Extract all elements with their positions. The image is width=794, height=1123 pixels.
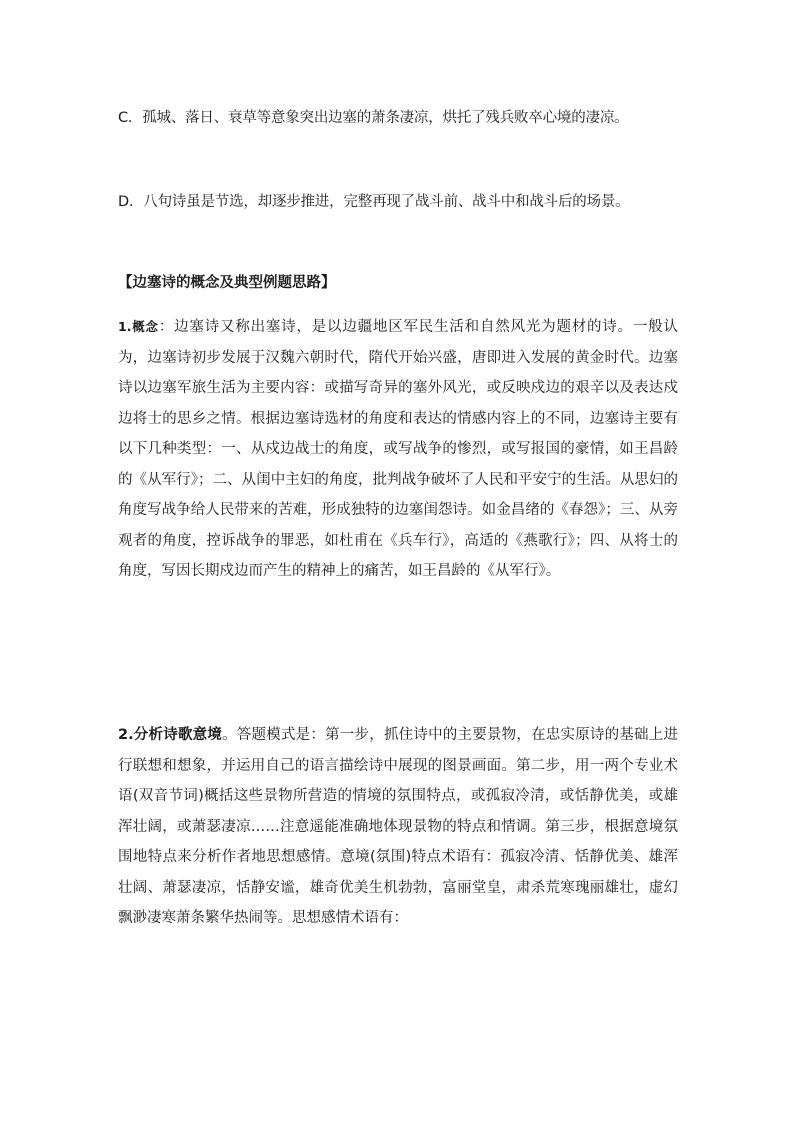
paragraph-concept: [118, 312, 678, 587]
paragraph-analysis: [118, 720, 678, 934]
paragraph-analysis-text: 。答题模式是：第一步，抓住诗中的主要景物，在忠实原诗的基础上进行联想和想象，并运用自己的语言描绘诗中展现的图景画面。第二步，用一两个专业术语(双音节词)概括这些景物所营造的情境的氛围特点，或孤寂冷清，或恬静优美，或雄浑壮阔，或萧瑟凄凉……注意遥能准确地体现景物的特点和情调。第三步，根据意境氛围地特点来分析作者地思想感情。意境(氛围)特点术语有：孤寂冷清、恬静优美、雄浑壮阔、萧瑟凄凉，恬静安谧，雄奇优美生机勃勃，富丽堂皇，肃杀荒寒瑰丽雄壮，虚幻飘渺凄寒萧条繁华热闹等。思想感情术语有：: [118, 727, 678, 926]
paragraph-concept-text: ：边塞诗又称出塞诗，是以边疆地区军民生活和自然风光为题材的诗。一般认为，边塞诗初步发展于汉魏六朝时代，隋代开始兴盛，唐即进入发展的黄金时代。边塞诗以边塞军旅生活为主要内容：或描写奇异的塞外风光，或反映戍边的艰辛以及表达戍边将士的思乡之情。根据边塞诗选材的角度和表达的情感内容上的不同，边塞诗主要有以下几种类型：一、从戍边战士的角度，或写战争的惨烈，或写报国的豪情，如王昌龄的《从军行》；二、从闺中主妇的角度，批判战争破坏了人民和平安宁的生活。从思妇的角度写战争给人民带来的苦难，形成独特的边塞闺怨诗。如金昌绪的《春怨》；三、从旁观者的角度，控诉战争的罪恶，如杜甫在《兵车行》，高适的《燕歌行》；四、从将士的角度，写因长期戍边而产生的精神上的痛苦，如王昌龄的《从军行》。: [118, 319, 678, 579]
option-c: C．孤城、落日、衰草等意象突出边塞的萧条凄凉，烘托了残兵败卒心境的凄凉。: [118, 110, 629, 126]
option-d: D．八句诗虽是节选，却逐步推进，完整再现了战斗前、战斗中和战斗后的场景。: [118, 194, 630, 210]
paragraph-concept-lead: 1.概念: [118, 319, 159, 334]
paragraph-analysis-lead: 2.分析诗歌意境: [118, 727, 223, 743]
section-heading: 【边塞诗的概念及典型例题思路】: [118, 275, 336, 291]
